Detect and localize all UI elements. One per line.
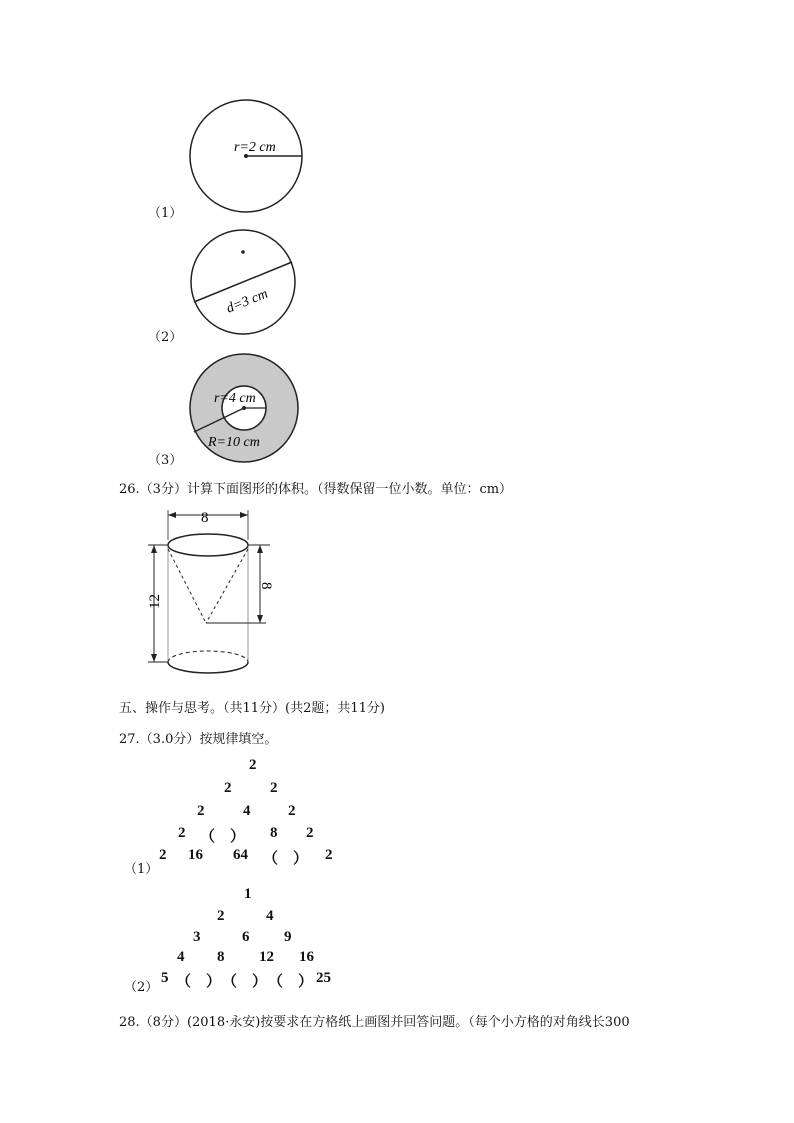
right-dimension-label: 8 <box>258 582 274 590</box>
part-2-label: （2） <box>124 980 159 995</box>
blank: （ ） <box>176 974 222 990</box>
question-27: 27.（3.0分）按规律填空。 <box>119 732 278 747</box>
cell: 2 <box>249 757 257 773</box>
cell: 2 <box>306 825 314 841</box>
cell: 2 <box>270 780 278 796</box>
blank: （ ） <box>222 974 268 990</box>
figure-1-label: （1） <box>148 206 183 221</box>
radius-label: r=2 cm <box>234 140 276 155</box>
section-5-heading: 五、操作与思考。（共11分）(共2题；共11分) <box>119 701 385 716</box>
cell: 4 <box>266 908 274 924</box>
cell: 9 <box>284 929 292 945</box>
blank: （ ） <box>200 829 246 845</box>
cell: 4 <box>243 803 251 819</box>
question-26: 26.（3分）计算下面图形的体积。（得数保留一位小数。单位：cm） <box>119 482 513 497</box>
cell: 5 <box>161 970 169 986</box>
cell: 2 <box>159 847 167 863</box>
cell: 3 <box>193 929 201 945</box>
cell: 6 <box>242 929 250 945</box>
cell: 2 <box>288 803 296 819</box>
cell: 16 <box>188 847 203 863</box>
cylinder-cone-figure <box>140 502 280 682</box>
annulus-figure-3 <box>186 352 306 466</box>
top-dimension-label: 8 <box>201 510 209 526</box>
cell: 2 <box>325 847 333 863</box>
cell: 2 <box>217 908 225 924</box>
cell: 8 <box>217 949 225 965</box>
cell: 2 <box>224 780 232 796</box>
circle-figure-1 <box>186 98 310 218</box>
cell: 4 <box>177 949 185 965</box>
figure-2-label: （2） <box>148 330 183 345</box>
cell: 25 <box>316 970 331 986</box>
cell: 12 <box>259 949 274 965</box>
part-1-label: （1） <box>124 862 159 877</box>
cell: 2 <box>178 825 186 841</box>
question-28: 28.（8分）(2018·永安)按要求在方格纸上画图并回答问题。（每个小方格的对角线长300 <box>119 1015 630 1030</box>
cell: 64 <box>233 847 248 863</box>
cell: 16 <box>299 949 314 965</box>
diameter-label: d=3 cm <box>224 286 271 317</box>
blank: （ ） <box>263 851 309 867</box>
figure-3-label: （3） <box>148 453 183 468</box>
cell: 2 <box>197 803 205 819</box>
cell: 8 <box>270 825 278 841</box>
circle-figure-2 <box>186 228 302 340</box>
inner-radius-label: r=4 cm <box>214 391 256 406</box>
left-dimension-label: 12 <box>147 594 163 609</box>
blank: （ ） <box>268 974 314 990</box>
cell: 1 <box>244 886 252 902</box>
outer-radius-label: R=10 cm <box>208 435 260 450</box>
